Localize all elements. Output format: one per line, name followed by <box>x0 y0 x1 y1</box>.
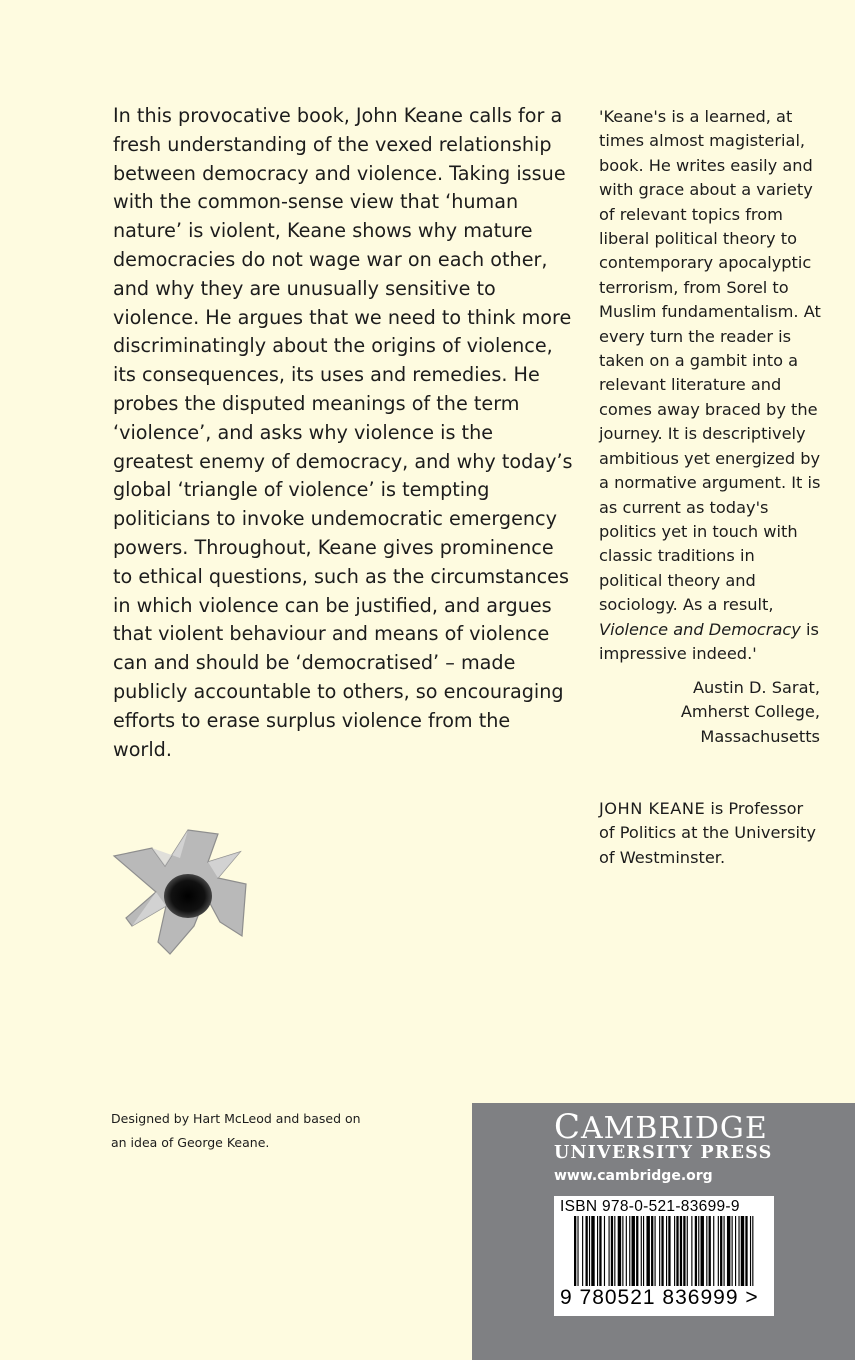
barcode-bar <box>727 1216 730 1286</box>
barcode-bar <box>674 1216 675 1286</box>
barcode-bar <box>599 1216 601 1286</box>
review-quote-ending: is impressive indeed.' <box>599 619 819 663</box>
back-cover-blurb: In this provocative book, John Keane calls for a fresh understanding of the vexed relationship between democracy and violence. Taking issue with the common-sense view that ‘human nature’ is violent, Keane shows why mature democracies do not wage war on each other, and why they are unusually sensitive to violence. He argues that we need to think more discriminatingly about the origins of violence, its consequences, its uses and remedies. He probes the disputed meanings of the term ‘violence’, and asks why violence is the greatest enemy of democracy, and why today’s global ‘triangle of violence’ is tempting politicians to invoke undemocratic emergency powers. Throughout, Keane gives prominence to ethical questions, such as the circumstances in which violence can be justified, and argues that violent behaviour and means of violence can and should be ‘democratised’ – made publicly accountable to others, so encouraging efforts to erase surplus violence from the world. <box>113 104 573 761</box>
barcode-bar <box>661 1216 663 1286</box>
barcode-bar <box>709 1216 711 1286</box>
reviewer-name: Austin D. Sarat, <box>692 678 820 697</box>
bullet-hole-icon <box>110 826 250 956</box>
barcode-bar <box>720 1216 722 1286</box>
barcode-bar <box>718 1216 719 1286</box>
barcode-bar <box>618 1216 621 1286</box>
isbn-number: ISBN 978-0-521-83699-9 <box>560 1198 740 1215</box>
barcode-bar <box>676 1216 678 1286</box>
barcode-bar <box>582 1216 583 1286</box>
barcode-bar <box>629 1216 630 1286</box>
barcode-bar <box>641 1216 642 1286</box>
barcode-bar <box>752 1216 753 1286</box>
barcode-bar <box>666 1216 667 1286</box>
review-quote-book-title: Violence and Democracy <box>599 619 801 639</box>
barcode-bar <box>589 1216 590 1286</box>
barcode-bar <box>651 1216 653 1286</box>
barcode-bar <box>691 1216 692 1286</box>
barcode-bar <box>591 1216 594 1286</box>
barcode-bar <box>574 1216 576 1286</box>
barcode-bar <box>668 1216 670 1286</box>
review-quote-text: 'Keane's is a learned, at times almost magisterial, book. He writes easily and with grace about a variety of relevant topics from liberal political theory to contemporary apocalyptic terrorism, from Sorel to Muslim fundamentalism. At every turn the reader is taken on a gambit into a relevant literature and comes away braced by the journey. It is descriptively ambitious yet energized by a normative argument. It is as current as today's politics yet in touch with classic traditions in political theory and sociology. As a result, <box>599 107 821 615</box>
barcode-bar <box>611 1216 613 1286</box>
barcode-bar <box>724 1216 725 1286</box>
barcode-bar <box>659 1216 660 1286</box>
barcode-bar <box>597 1216 598 1286</box>
barcode-bar <box>745 1216 747 1286</box>
barcode-bar <box>683 1216 685 1286</box>
barcode-bar <box>614 1216 615 1286</box>
barcode-bar <box>622 1216 623 1286</box>
barcode-bar <box>643 1216 644 1286</box>
review-attribution <box>600 676 820 749</box>
barcode-bar <box>698 1216 699 1286</box>
barcode-bar <box>741 1216 744 1286</box>
barcode-bar <box>738 1216 739 1286</box>
publisher-panel <box>472 1103 855 1360</box>
barcode-bar <box>732 1216 733 1286</box>
barcode-bar <box>750 1216 751 1286</box>
isbn-barcode <box>554 1196 774 1316</box>
barcode-digits: 9 780521 836999 > <box>560 1286 759 1309</box>
author-bio-text: is Professor of Politics at the University of Westminster. <box>599 799 816 867</box>
barcode-bar <box>735 1216 736 1286</box>
barcode-bar <box>695 1216 697 1286</box>
barcode-bar <box>604 1216 605 1286</box>
barcode-bar <box>636 1216 638 1286</box>
barcode-bar <box>577 1216 578 1286</box>
barcode-bar <box>586 1216 588 1286</box>
barcode-bar <box>646 1216 649 1286</box>
barcode-bar <box>706 1216 707 1286</box>
publisher-subtitle: UNIVERSITY PRESS <box>554 1143 773 1163</box>
author-bio <box>599 797 821 870</box>
reviewer-location: Massachusetts <box>700 726 820 746</box>
barcode-bar <box>632 1216 635 1286</box>
barcode-bar <box>655 1216 656 1286</box>
publisher-url: www.cambridge.org <box>554 1168 713 1184</box>
barcode-bar <box>701 1216 704 1286</box>
author-name: JOHN KEANE <box>599 799 706 818</box>
review-quote <box>599 105 821 666</box>
barcode-bar <box>609 1216 610 1286</box>
publisher-name: CAMBRIDGE <box>554 1107 768 1147</box>
barcode-bar <box>626 1216 627 1286</box>
barcode-bar <box>713 1216 714 1286</box>
design-credit: Designed by Hart McLeod and based on an idea of George Keane. <box>111 1111 361 1150</box>
reviewer-institution: Amherst College, <box>680 702 820 722</box>
barcode-bar <box>680 1216 682 1286</box>
barcode-bar <box>687 1216 688 1286</box>
